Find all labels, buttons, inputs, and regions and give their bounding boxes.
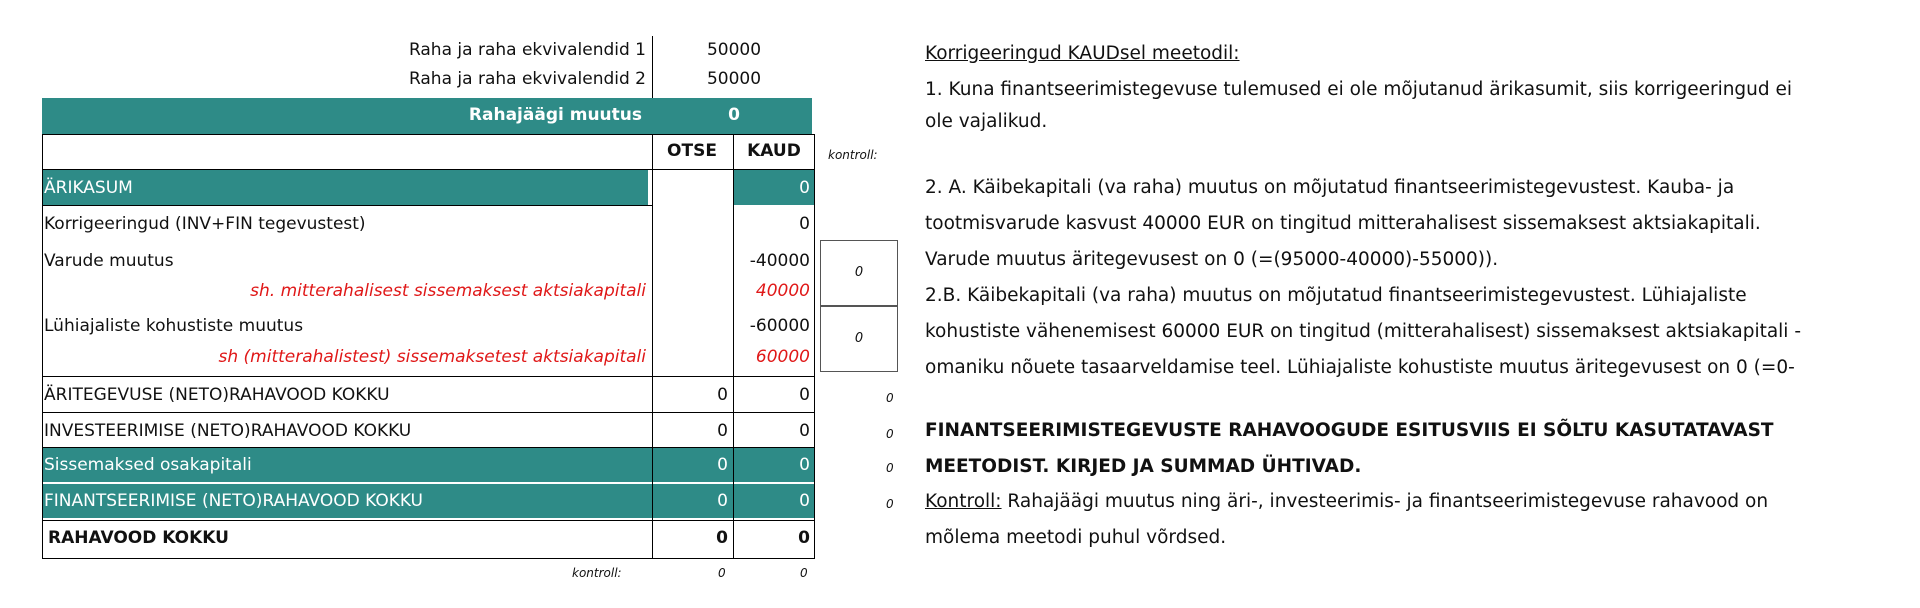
notes-kontroll-text: Rahajäägi muutus ning äri-, investeerimis- ja finantseerimistegevuse rahavood on	[1001, 491, 1769, 512]
sissemaks-check: 0	[886, 461, 894, 475]
kohust-check: 0	[820, 306, 898, 372]
cash2-value: 50000	[706, 69, 762, 89]
fin-total-otse: 0	[717, 491, 728, 511]
varud-sub-label: sh. mitterahalisest sissemaksest aktsiakapitali	[250, 281, 646, 301]
cash-change-label: Rahajäägi muutus	[468, 105, 642, 125]
notes-p2-line3: Varude muutus äritegevusest on 0 (=(95000-40000)-55000)).	[925, 249, 1499, 270]
ari-total-otse: 0	[717, 385, 728, 405]
inv-total-otse: 0	[717, 421, 728, 441]
cash1-value: 50000	[706, 40, 762, 60]
ari-total-check: 0	[886, 391, 894, 405]
notes-p2-line1: 2. A. Käibekapitali (va raha) muutus on mõjutatud finantseerimistegevustest. Kauba- ja	[925, 177, 1735, 198]
header-otse: OTSE	[667, 141, 717, 161]
inv-total-kaud: 0	[799, 421, 810, 441]
sissemaks-label: Sissemaksed osakapitali	[44, 455, 252, 475]
notes-bold-line1: FINANTSEERIMISTEGEVUSTE RAHAVOOGUDE ESITUSVIIS EI SÕLTU KASUTATAVAST	[925, 420, 1774, 441]
bottom-kontroll-label: kontroll:	[572, 566, 622, 580]
korr-kaud: 0	[799, 214, 810, 234]
arikasum-kaud: 0	[799, 178, 810, 198]
varud-kaud: -40000	[749, 251, 810, 271]
total-label: RAHAVOOD KOKKU	[48, 528, 229, 548]
total-otse: 0	[716, 528, 728, 548]
notes-p1-line1: 1. Kuna finantseerimistegevuse tulemused ei ole mõjutanud ärikasumit, siis korrigeeringud ei	[925, 79, 1793, 100]
ari-total-label: ÄRITEGEVUSE (NETO)RAHAVOOD KOKKU	[44, 385, 390, 405]
notes-p3-line3: omaniku nõuete tasaarveldamise teel. Lühiajaliste kohustiste muutus äritegevusest on 0 (=0-	[925, 357, 1795, 378]
notes-p3-line1: 2.B. Käibekapitali (va raha) muutus on mõjutatud finantseerimistegevustest. Lühiajaliste	[925, 285, 1747, 306]
notes-bold-line2: MEETODIST. KIRJED JA SUMMAD ÜHTIVAD.	[925, 456, 1362, 477]
fin-total-check: 0	[886, 497, 894, 511]
bottom-kontroll-otse: 0	[718, 566, 726, 580]
header-kaud: KAUD	[747, 141, 801, 161]
bottom-kontroll-kaud: 0	[800, 566, 808, 580]
notes-kontroll-line	[925, 490, 1768, 514]
arikasum-label: ÄRIKASUM	[44, 178, 133, 198]
inv-total-label: INVESTEERIMISE (NETO)RAHAVOOD KOKKU	[44, 421, 412, 441]
kohust-sub-kaud: 60000	[755, 347, 810, 367]
total-kaud: 0	[798, 528, 810, 548]
varud-check: 0	[820, 240, 898, 306]
notes-p3-line2: kohustiste vähenemisest 60000 EUR on tingitud (mitterahalisest) sissemaksest aktsiakapitali -	[925, 321, 1802, 342]
header-kontroll: kontroll:	[828, 148, 878, 162]
notes-kontroll-line2: mõlema meetodi puhul võrdsed.	[925, 527, 1227, 548]
cash-change-value: 0	[728, 105, 740, 125]
notes-kontroll-label: Kontroll:	[925, 491, 1002, 512]
fin-total-kaud: 0	[799, 491, 810, 511]
notes-p2-line2: tootmisvarude kasvust 40000 EUR on tingitud mitterahalisest sissemaksest aktsiakapitali.	[925, 213, 1761, 234]
varud-sub-kaud: 40000	[755, 281, 810, 301]
fin-total-label: FINANTSEERIMISE (NETO)RAHAVOOD KOKKU	[44, 491, 423, 511]
notes-p1-line2: ole vajalikud.	[925, 111, 1048, 132]
korr-label: Korrigeeringud (INV+FIN tegevustest)	[44, 214, 366, 234]
ari-total-kaud: 0	[799, 385, 810, 405]
cash2-label: Raha ja raha ekvivalendid 2	[408, 69, 646, 89]
notes-heading: Korrigeeringud KAUDsel meetodil:	[925, 43, 1240, 64]
kohust-kaud: -60000	[749, 316, 810, 336]
kohust-sub-label: sh (mitterahalistest) sissemaksetest aktsiakapitali	[218, 347, 646, 367]
varud-label: Varude muutus	[44, 251, 174, 271]
sissemaks-kaud: 0	[799, 455, 810, 475]
sissemaks-otse: 0	[717, 455, 728, 475]
cash1-label: Raha ja raha ekvivalendid 1	[408, 40, 646, 60]
kohust-label: Lühiajaliste kohustiste muutus	[44, 316, 304, 336]
inv-total-check: 0	[886, 427, 894, 441]
